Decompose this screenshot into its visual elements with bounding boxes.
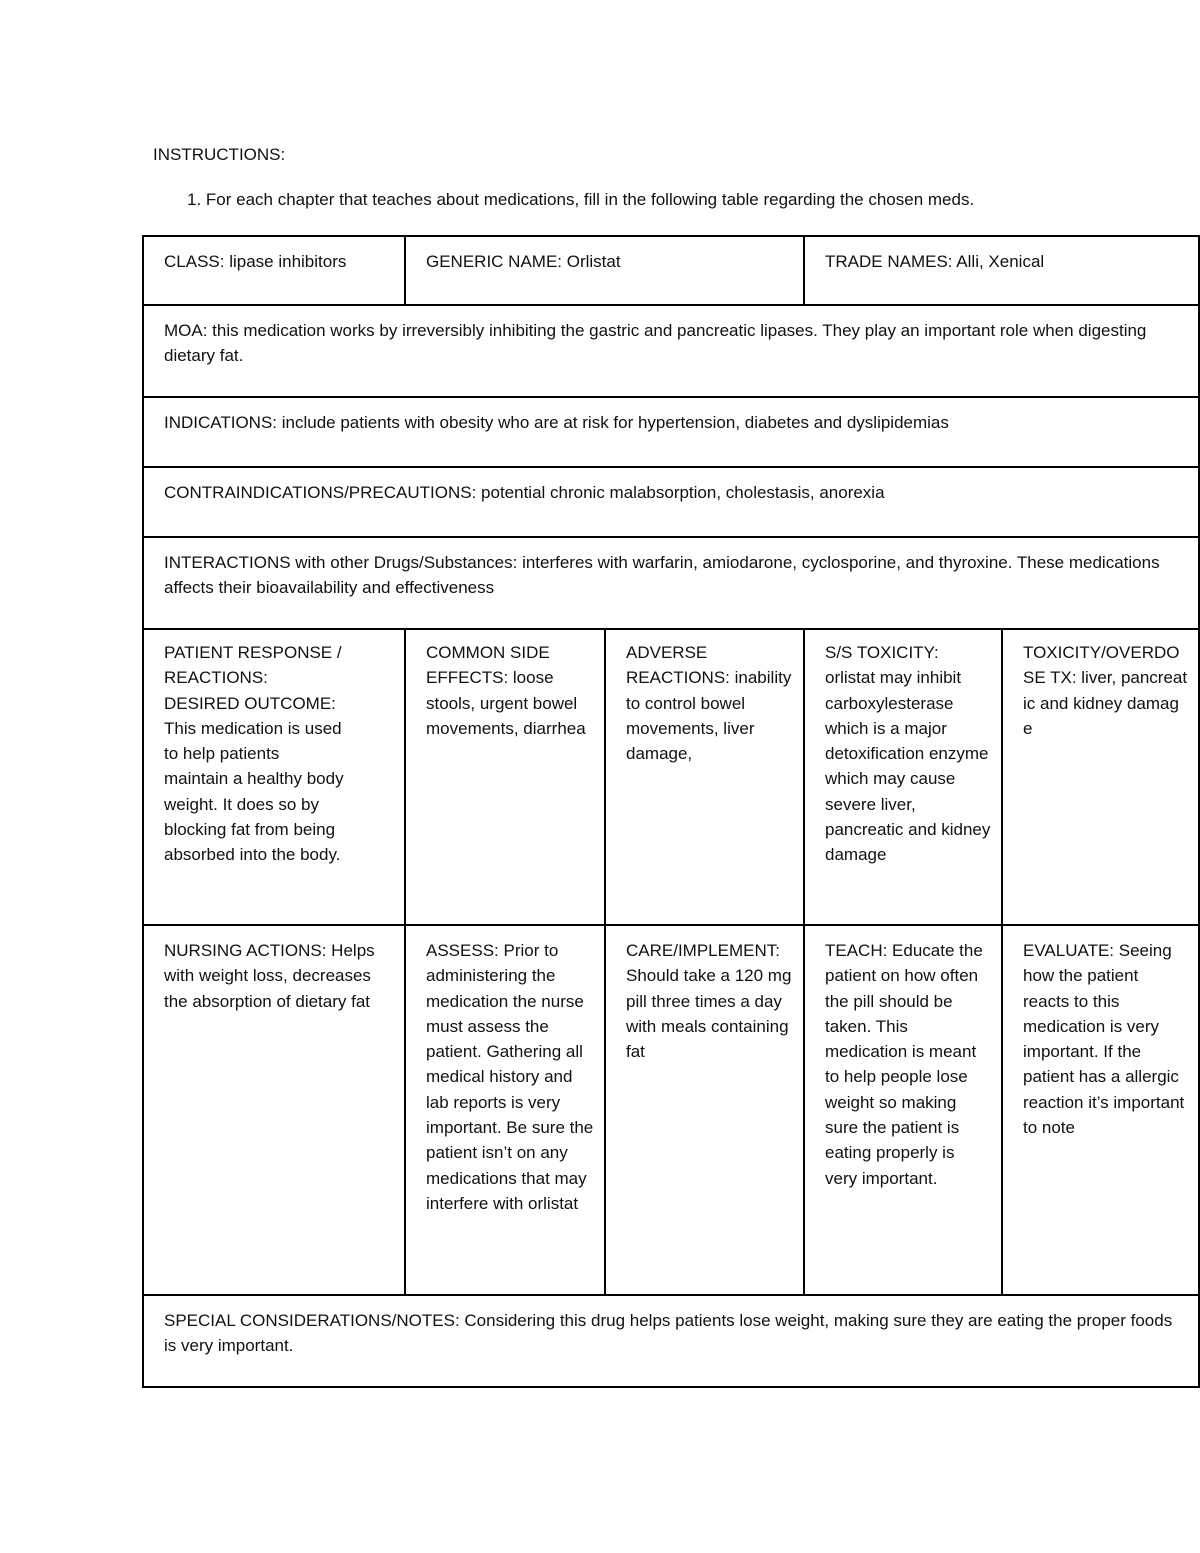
table-row bbox=[143, 925, 1199, 1295]
ss-toxicity-cell: S/S TOXICITY: orlistat may inhibit carboxylesterase which is a major detoxification enzyme which may cause severe liver, pancreatic and kidney damage bbox=[804, 629, 1002, 925]
care-implement-cell: CARE/IMPLEMENT: Should take a 120 mg pill three times a day with meals containing fat bbox=[605, 925, 804, 1295]
instructions-item: 1. For each chapter that teaches about medications, fill in the following table regarding the chosen meds. bbox=[187, 190, 975, 209]
contraindications-cell: CONTRAINDICATIONS/PRECAUTIONS: potential chronic malabsorption, cholestasis, anorexia bbox=[143, 467, 1199, 537]
assess-cell: ASSESS: Prior to administering the medication the nurse must assess the patient. Gathering all medical history and lab reports is very important. Be sure the patient isn’t on any medications that may interfere with orlistat bbox=[405, 925, 605, 1295]
patient-response-cell: PATIENT RESPONSE / REACTIONS: DESIRED OUTCOME: This medication is used to help patients maintain a healthy body weight. It does so by blocking fat from being absorbed into the body. bbox=[143, 629, 405, 925]
common-side-effects-cell: COMMON SIDE EFFECTS: loose stools, urgent bowel movements, diarrhea bbox=[405, 629, 605, 925]
table-row bbox=[143, 305, 1199, 397]
special-considerations-cell: SPECIAL CONSIDERATIONS/NOTES: Considering this drug helps patients lose weight, making sure they are eating the proper foods is very important. bbox=[143, 1295, 1199, 1387]
medication-table bbox=[142, 235, 1200, 1388]
moa-cell: MOA: this medication works by irreversibly inhibiting the gastric and pancreatic lipases. They play an important role when digesting dietary fat. bbox=[143, 305, 1199, 397]
table-row bbox=[143, 537, 1199, 629]
adverse-reactions-cell: ADVERSE REACTIONS: inability to control bowel movements, liver damage, bbox=[605, 629, 804, 925]
table-row bbox=[143, 397, 1199, 467]
instructions-heading: INSTRUCTIONS: bbox=[153, 145, 286, 164]
interactions-cell: INTERACTIONS with other Drugs/Substances: interferes with warfarin, amiodarone, cyclosporine, and thyroxine. These medications affects their bioavailability and effectiveness bbox=[143, 537, 1199, 629]
table-row bbox=[143, 629, 1199, 925]
table-row bbox=[143, 236, 1199, 305]
table-row bbox=[143, 1295, 1199, 1387]
nursing-actions-cell: NURSING ACTIONS: Helps with weight loss, decreases the absorption of dietary fat bbox=[143, 925, 405, 1295]
trade-names-cell: TRADE NAMES: Alli, Xenical bbox=[804, 236, 1199, 305]
generic-name-cell: GENERIC NAME: Orlistat bbox=[405, 236, 804, 305]
toxicity-tx-cell: TOXICITY/OVERDOSE TX: liver, pancreatic and kidney damage bbox=[1002, 629, 1199, 925]
teach-cell: TEACH: Educate the patient on how often the pill should be taken. This medication is meant to help people lose weight so making sure the patient is eating properly is very important. bbox=[804, 925, 1002, 1295]
class-cell: CLASS: lipase inhibitors bbox=[143, 236, 405, 305]
evaluate-cell: EVALUATE: Seeing how the patient reacts to this medication is very important. If the patient has a allergic reaction it’s important to note bbox=[1002, 925, 1199, 1295]
table-row bbox=[143, 467, 1199, 537]
indications-cell: INDICATIONS: include patients with obesity who are at risk for hypertension, diabetes and dyslipidemias bbox=[143, 397, 1199, 467]
